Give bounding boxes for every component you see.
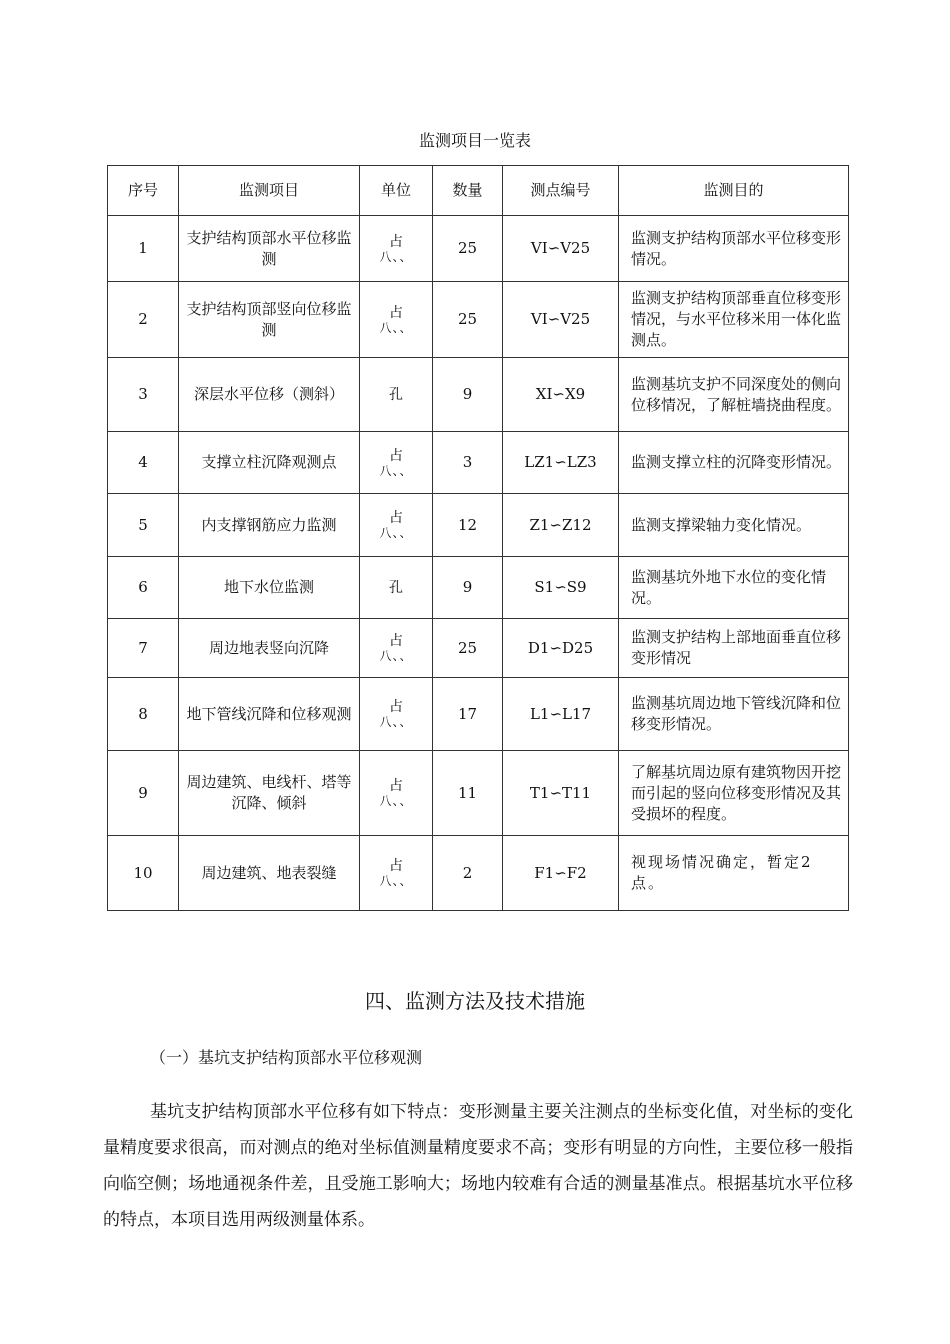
cell-code: Z1∽Z12: [503, 494, 619, 557]
header-purpose: 监测目的: [619, 166, 849, 216]
unit-top: 占: [389, 510, 403, 526]
header-qty: 数量: [433, 166, 503, 216]
cell-no: 7: [108, 619, 179, 678]
table-row: [108, 358, 849, 432]
cell-item: 深层水平位移（测斜）: [179, 358, 360, 432]
cell-qty: 25: [433, 282, 503, 358]
table-row: [108, 619, 849, 678]
cell-unit: [360, 751, 433, 836]
cell-unit: [360, 557, 433, 619]
cell-no: 5: [108, 494, 179, 557]
cell-unit: [360, 836, 433, 911]
cell-item: 周边建筑、地表裂缝: [179, 836, 360, 911]
unit-bottom: 八、、: [379, 649, 413, 663]
unit-top: 占: [389, 304, 403, 321]
cell-qty: 11: [433, 751, 503, 836]
cell-no: 2: [108, 282, 179, 358]
cell-unit: [360, 494, 433, 557]
unit-top: 孔: [389, 579, 403, 596]
cell-code: VI∽V25: [503, 282, 619, 358]
cell-unit: [360, 678, 433, 751]
unit-bottom: 八、、: [379, 526, 413, 540]
table-row: [108, 216, 849, 282]
cell-item: 支护结构顶部水平位移监测: [179, 216, 360, 282]
table-row: [108, 678, 849, 751]
cell-purpose: 监测支护结构上部地面垂直位移变形情况: [619, 619, 849, 678]
cell-purpose: 监测支撑立柱的沉降变形情况。: [619, 432, 849, 494]
cell-purpose: 监测基坑支护不同深度处的侧向位移情况，了解桩墙挠曲程度。: [619, 358, 849, 432]
unit-bottom: 八、、: [379, 794, 413, 808]
cell-purpose: 监测支护结构顶部水平位移变形情况。: [619, 216, 849, 282]
cell-code: XI∽X9: [503, 358, 619, 432]
table-row: [108, 836, 849, 911]
cell-code: L1∽L17: [503, 678, 619, 751]
cell-no: 9: [108, 751, 179, 836]
cell-purpose: 视现场情况确定，暂定2点。: [619, 836, 849, 911]
cell-no: 10: [108, 836, 179, 911]
cell-no: 3: [108, 358, 179, 432]
header-code: 测点编号: [503, 166, 619, 216]
cell-qty: 25: [433, 619, 503, 678]
cell-purpose: 监测基坑外地下水位的变化情况。: [619, 557, 849, 619]
table-caption: 监测项目一览表: [418, 131, 531, 150]
cell-no: 6: [108, 557, 179, 619]
monitoring-items-table: [107, 165, 849, 911]
cell-no: 4: [108, 432, 179, 494]
table-row: [108, 557, 849, 619]
body-paragraph: 基坑支护结构顶部水平位移有如下特点：变形测量主要关注测点的坐标变化值，对坐标的变化量精度要求很高，而对测点的绝对坐标值测量精度要求不高；变形有明显的方向性，主要位移一般指向临空侧；场地通视条件差，且受施工影响大；场地内较难有合适的测量基准点。根据基坑水平位移的特点，本项目选用两级测量体系。: [103, 1102, 853, 1230]
cell-code: VI∽V25: [503, 216, 619, 282]
cell-item: 周边建筑、电线杆、塔等沉降、倾斜: [179, 751, 360, 836]
cell-item: 地下水位监测: [179, 557, 360, 619]
unit-bottom: 八、、: [379, 715, 413, 729]
cell-qty: 9: [433, 557, 503, 619]
cell-qty: 25: [433, 216, 503, 282]
unit-bottom: 八、、: [379, 463, 413, 478]
cell-item: 地下管线沉降和位移观测: [179, 678, 360, 751]
cell-qty: 3: [433, 432, 503, 494]
cell-no: 8: [108, 678, 179, 751]
unit-top: 占: [389, 858, 403, 874]
unit-bottom: 八、、: [379, 874, 413, 888]
header-item: 监测项目: [179, 166, 360, 216]
subsection-title: （一）基坑支护结构顶部水平位移观测: [150, 1048, 423, 1067]
cell-code: S1∽S9: [503, 557, 619, 619]
cell-unit: [360, 358, 433, 432]
header-no: 序号: [108, 166, 179, 216]
cell-no: 1: [108, 216, 179, 282]
unit-top: 占: [389, 633, 403, 649]
cell-unit: [360, 619, 433, 678]
cell-purpose: 监测支护结构顶部垂直位移变形情况，与水平位移米用一体化监测点。: [619, 282, 849, 358]
cell-code: D1∽D25: [503, 619, 619, 678]
unit-top: 占: [389, 699, 403, 715]
cell-qty: 17: [433, 678, 503, 751]
table-row: [108, 282, 849, 358]
cell-qty: 2: [433, 836, 503, 911]
unit-bottom: 八、、: [379, 249, 413, 264]
cell-item: 内支撑钢筋应力监测: [179, 494, 360, 557]
cell-unit: [360, 282, 433, 358]
unit-bottom: 八、、: [379, 320, 413, 335]
cell-qty: 12: [433, 494, 503, 557]
unit-top: 占: [389, 778, 403, 794]
cell-item: 支撑立柱沉降观测点: [179, 432, 360, 494]
table-row: [108, 494, 849, 557]
cell-unit: [360, 432, 433, 494]
table-header-row: [108, 166, 849, 216]
unit-top: 孔: [389, 386, 403, 403]
cell-code: T1∽T11: [503, 751, 619, 836]
unit-top: 占: [389, 233, 403, 250]
cell-purpose: 监测支撑梁轴力变化情况。: [619, 494, 849, 557]
cell-code: LZ1∽LZ3: [503, 432, 619, 494]
cell-item: 周边地表竖向沉降: [179, 619, 360, 678]
table-row: [108, 751, 849, 836]
header-unit: 单位: [360, 166, 433, 216]
cell-purpose: 了解基坑周边原有建筑物因开挖而引起的竖向位移变形情况及其受损坏的程度。: [619, 751, 849, 836]
section-title: 四、监测方法及技术措施: [365, 989, 585, 1013]
cell-code: F1∽F2: [503, 836, 619, 911]
table-row: [108, 432, 849, 494]
cell-qty: 9: [433, 358, 503, 432]
cell-item: 支护结构顶部竖向位移监测: [179, 282, 360, 358]
unit-top: 占: [389, 447, 403, 464]
cell-unit: [360, 216, 433, 282]
cell-purpose: 监测基坑周边地下管线沉降和位移变形情况。: [619, 678, 849, 751]
